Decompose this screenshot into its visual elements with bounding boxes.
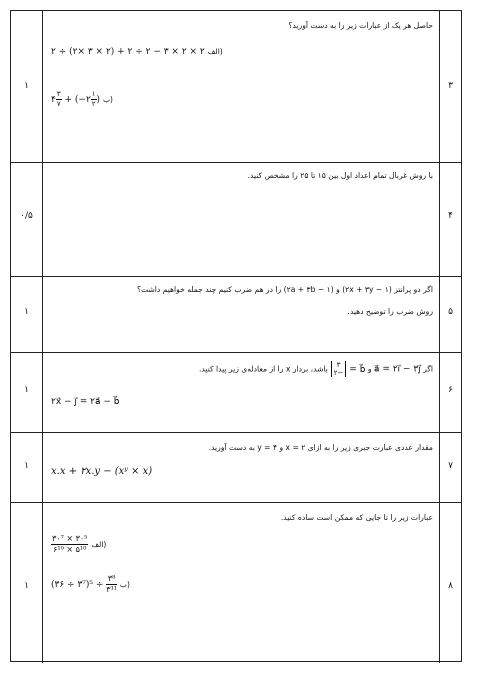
number-cell — [439, 163, 461, 276]
part-b-label: ب) — [119, 580, 130, 589]
score-value: ۱ — [24, 385, 29, 395]
score-cell — [11, 433, 43, 502]
fraction: $\frac{۱}{۲}$ — [91, 90, 96, 108]
part-b — [51, 91, 433, 108]
part-b-label: ب) — [102, 95, 113, 104]
question-row-7 — [11, 433, 461, 503]
part-b-end: ) — [96, 95, 101, 105]
vector-equation: ۲x⃗ − j⃗ = ۲a⃗ − b⃗ — [51, 397, 120, 407]
part-a — [51, 47, 433, 57]
number-cell — [439, 503, 461, 663]
score-value: ۱ — [24, 81, 29, 91]
question-number: ۷ — [448, 461, 453, 471]
fraction: $\frac{\text{۳⁸}}{\text{۳¹¹}}$ — [106, 574, 117, 594]
vector-a: a⃗ = ۲i⃗ − ۳j⃗ — [373, 364, 421, 375]
number-cell — [439, 353, 461, 432]
algebraic-expression: x.x + ۲x.y − (xʸ × x) — [51, 466, 153, 477]
question-row-4 — [11, 163, 461, 277]
part-b — [51, 575, 433, 594]
score-value: ۱ — [24, 461, 29, 471]
number-cell — [439, 277, 461, 352]
fraction: $\frac{\text{۳۰⁷ × ۳۰⁵}}{\text{۶¹⁰ × ۵¹⁰}}$ — [52, 534, 88, 554]
score-cell — [11, 353, 43, 432]
question-number: ۸ — [448, 581, 453, 591]
part-b-int: ۴ — [51, 95, 56, 105]
question-row-5 — [11, 277, 461, 353]
part-b-mid: + (−۲ — [64, 95, 91, 105]
question-number: ۴ — [448, 211, 453, 221]
part-a — [51, 535, 433, 554]
score-value: ۰/۵ — [20, 211, 33, 221]
number-cell — [439, 11, 461, 162]
vector-b: b⃗ = ۳ −۲ — [328, 365, 366, 375]
column-vector: ۳ −۲ — [331, 361, 347, 377]
part-b-expression: (۳۶ ÷ ۳⁷)⁵ ÷ — [51, 580, 104, 590]
prompt-post: باشد، بردار x را از معادله‌ی زیر پیدا کنید. — [199, 364, 328, 374]
question-prompt: مقدار عددی عبارت جبری زیر را به ازای ۲ = x و ۴ = y به دست آورید. — [208, 443, 433, 452]
part-a-label: الف) — [91, 540, 107, 549]
question-line-2: روش ضرب را توضیح دهید. — [347, 307, 433, 316]
score-value: ۱ — [24, 581, 29, 591]
question-prompt: اگر دو پرانتز (۱ − ۲x + ۳y) و (۱ − ۲a + ۳b) را در هم ضرب کنیم چند جمله خواهیم داشت؟ — [136, 285, 433, 294]
question-number: ۳ — [448, 81, 453, 91]
score-cell — [11, 503, 43, 663]
question-row-8 — [11, 503, 461, 663]
number-cell — [439, 433, 461, 502]
score-cell — [11, 11, 43, 162]
part-a-expression: ۲ ÷ (۲× ۳ × ۲) + ۲ ÷ ۲ − ۳ × ۲ × ۲ — [51, 47, 205, 57]
score-cell — [11, 277, 43, 352]
score-cell — [11, 163, 43, 276]
prompt-pre: اگر — [423, 364, 433, 374]
fraction: $\frac{۳}{۷}$ — [56, 90, 61, 108]
exam-table — [10, 10, 462, 662]
question-row-3 — [11, 11, 461, 163]
part-a-label: الف) — [207, 47, 223, 56]
question-prompt: با روش غربال تمام اعداد اول بین ۱۵ تا ۲۵ را مشخص کنید. — [247, 171, 433, 180]
question-prompt: حاصل هر یک از عبارات زیر را به دست آورید؟ — [288, 21, 433, 30]
question-number: ۵ — [448, 307, 453, 317]
question-prompt: عبارات زیر را تا جایی که ممکن است ساده کنید. — [280, 513, 433, 522]
question-row-6 — [11, 353, 461, 433]
score-value: ۱ — [24, 307, 29, 317]
question-number: ۶ — [448, 385, 453, 395]
question-prompt: اگر a⃗ = ۲i⃗ − ۳j⃗ و b⃗ = ۳ −۲ باشد، بردار x را از معادله‌ی زیر پیدا کنید. — [199, 361, 433, 377]
